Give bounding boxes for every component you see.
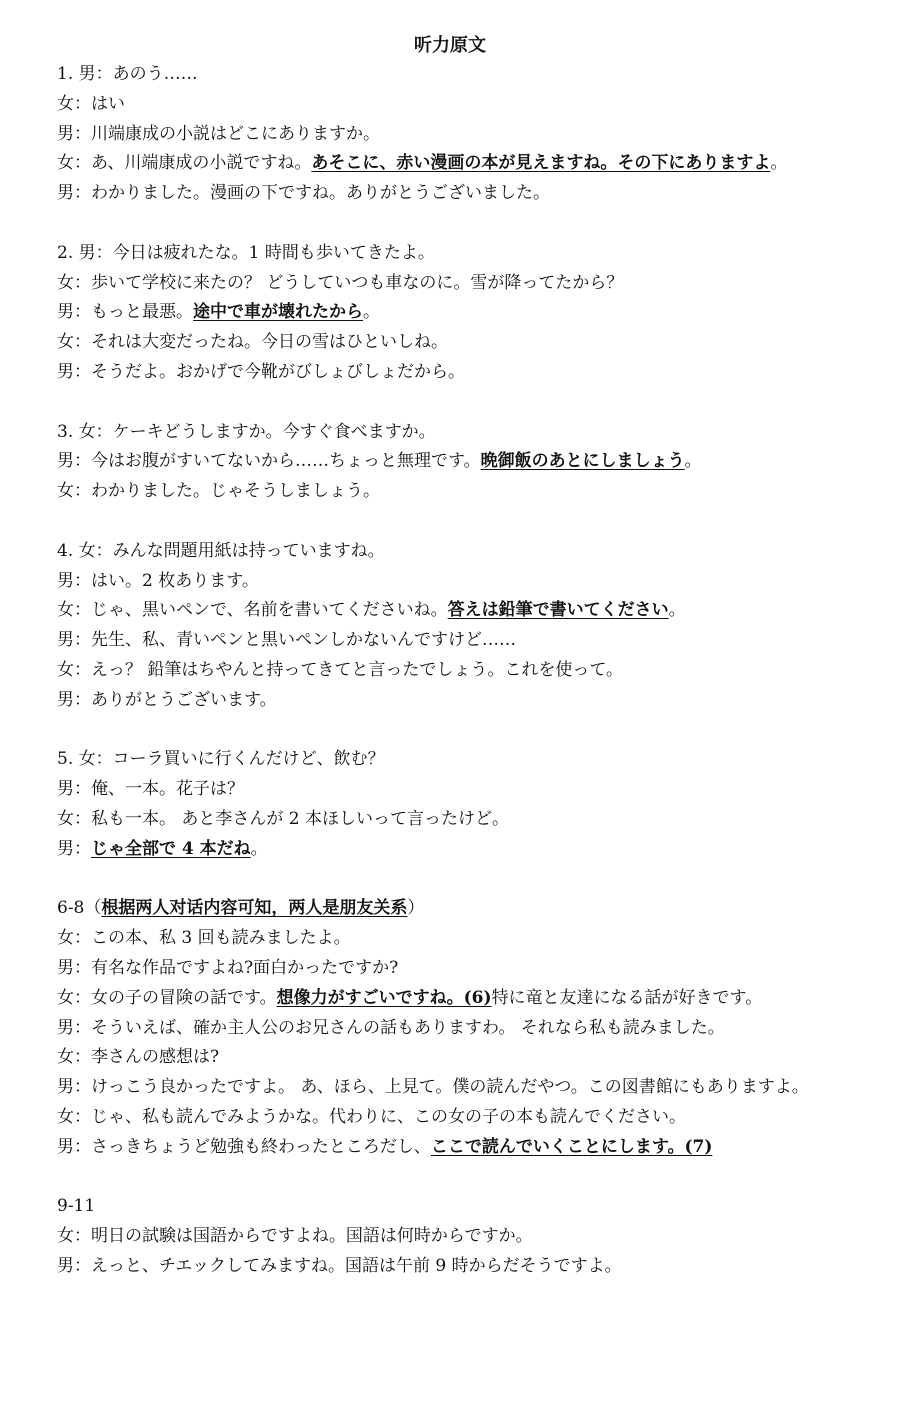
- q4-line-3-text: 女：じゃ、黒いペンで、名前を書いてくださいね。: [57, 600, 448, 621]
- q6-8-line-7: 女：じゃ、私も読んでみようかな。代わりに、この女の子の本も読んでください。: [57, 1106, 686, 1127]
- q4-line-6: 男：ありがとうございます。: [57, 689, 277, 710]
- q4-line-1: 4. 女：みんな問題用紙は持っていますね。: [57, 540, 385, 561]
- q1-line-4-end: 。: [770, 153, 788, 174]
- q6-8-line-4: 男：そういえば、確か主人公のお兄さんの話もありますわ。 それなら私も読みました。: [57, 1017, 725, 1038]
- q2-answer-underline: 途中で車が壊れたから: [193, 302, 363, 323]
- section-gap: [57, 716, 877, 746]
- q9-11-heading: 9-11: [57, 1196, 96, 1217]
- q4-line-2: 男：はい。2 枚あります。: [57, 570, 259, 591]
- q6-8-heading-end: ）: [407, 898, 425, 919]
- q5-line-4: [57, 835, 877, 865]
- section-gap: [57, 388, 877, 418]
- section-gap: [57, 507, 877, 537]
- q9-11-line-1: 女：明日の試験は国語からですよね。国語は何時からですか。: [57, 1226, 533, 1247]
- q7-answer-underline: ここで読んでいくことにします。(7): [430, 1136, 713, 1157]
- q3-line-2-end: 。: [684, 451, 702, 472]
- q3-line-2-text: 男：今はお腹がすいてないから……ちょっと無理です。: [57, 451, 481, 472]
- q9-11-line-2: 男：えっと、チエックしてみますね。国語は午前 9 時からだそうですよ。: [57, 1255, 622, 1276]
- q5-line-1: 5. 女：コーラ買いに行くんだけど、飲む？: [57, 749, 385, 770]
- q6-8-line-3: [57, 984, 877, 1014]
- q4-answer-underline: 答えは鉛筆で書いてください: [447, 600, 669, 621]
- q2-line-3-text: 男：もっと最悪。: [57, 302, 193, 323]
- q4-line-4: 男：先生、私、青いペンと黒いペンしかないんですけど……: [57, 630, 516, 651]
- q6-8-line-3-text: 女：女の子の冒険の話です。: [57, 987, 277, 1008]
- q5-line-2: 男：俺、一本。花子は？: [57, 779, 244, 800]
- q6-8-line-3-end: 特に竜と友達になる話が好きです。: [491, 987, 763, 1008]
- q1-line-3: 男：川端康成の小説はどこにありますか。: [57, 123, 380, 144]
- q3-answer-underline: 晩御飯のあとにしましょう: [480, 451, 685, 472]
- q5-line-4-end: 。: [250, 838, 268, 859]
- q6-8-line-1: 女：この本、私 3 回も読みましたよ。: [57, 928, 351, 949]
- q3-line-3: 女：わかりました。じゃそうしましょう。: [57, 481, 380, 502]
- section-gap: [57, 209, 877, 239]
- q1-line-1: 1. 男：あのう……: [57, 64, 198, 84]
- q6-8-heading: [57, 894, 877, 924]
- q6-8-line-2: 男：有名な作品ですよね?面白かったですか?: [57, 957, 399, 978]
- q2-line-5: 男：そうだよ。おかげで今靴がびしょびしょだから。: [57, 361, 465, 382]
- q5-line-4-text: 男：: [57, 838, 91, 859]
- q6-8-heading-underline: 根据两人对话内容可知，两人是朋友关系: [101, 898, 408, 919]
- q2-line-1: 2. 男：今日は疲れたな。1 時間も歩いてきたよ。: [57, 242, 435, 263]
- page-title: 听力原文: [414, 35, 486, 56]
- q1-line-2: 女：はい: [57, 93, 125, 114]
- q2-line-4: 女：それは大変だったね。今日の雪はひといしね。: [57, 332, 448, 353]
- section-gap: [57, 865, 877, 895]
- q6-8-line-8: [57, 1133, 877, 1163]
- q3-line-2: [57, 447, 877, 477]
- q1-line-4-text: 女：あ、川端康成の小説ですね。: [57, 153, 312, 174]
- q4-line-5: 女：えっ？ 鉛筆はちやんと持ってきてと言ったでしょう。これを使って。: [57, 659, 624, 680]
- q4-line-3-end: 。: [668, 600, 686, 621]
- section-gap: [57, 1162, 877, 1192]
- q6-8-line-8-text: 男：さっきちょうど勉強も終わったところだし、: [57, 1136, 431, 1157]
- q6-8-line-6: 男：けっこう良かったですよ。 あ、ほら、上見て。僕の読んだやつ。この図書館にもありますよ。: [57, 1077, 809, 1098]
- q1-line-4: [57, 149, 877, 179]
- q3-line-1: 3. 女：ケーキどうしますか。今すぐ食べますか。: [57, 421, 436, 442]
- q6-answer-underline: 想像力がすごいですね。(6): [276, 987, 492, 1008]
- q2-line-3: [57, 298, 877, 328]
- q1-line-5: 男：わかりました。漫画の下ですね。ありがとうございました。: [57, 183, 550, 204]
- q2-line-3-end: 。: [363, 302, 380, 323]
- transcript-body: [57, 60, 877, 1282]
- q5-answer-underline: じゃ全部で 4 本だね: [91, 838, 251, 859]
- q5-line-3: 女：私も一本。 あと李さんが 2 本ほしいって言ったけど。: [57, 808, 510, 829]
- q2-line-2: 女：歩いて学校に来たの？ どうしていつも車なのに。雪が降ってたから？: [57, 272, 624, 293]
- q1-answer-underline: あそこに、赤い漫画の本が見えますね。その下にありますよ: [311, 153, 771, 174]
- q4-line-3: [57, 596, 877, 626]
- q6-8-line-5: 女：李さんの感想は?: [57, 1047, 220, 1068]
- q6-8-heading-start: 6-8（: [57, 898, 102, 919]
